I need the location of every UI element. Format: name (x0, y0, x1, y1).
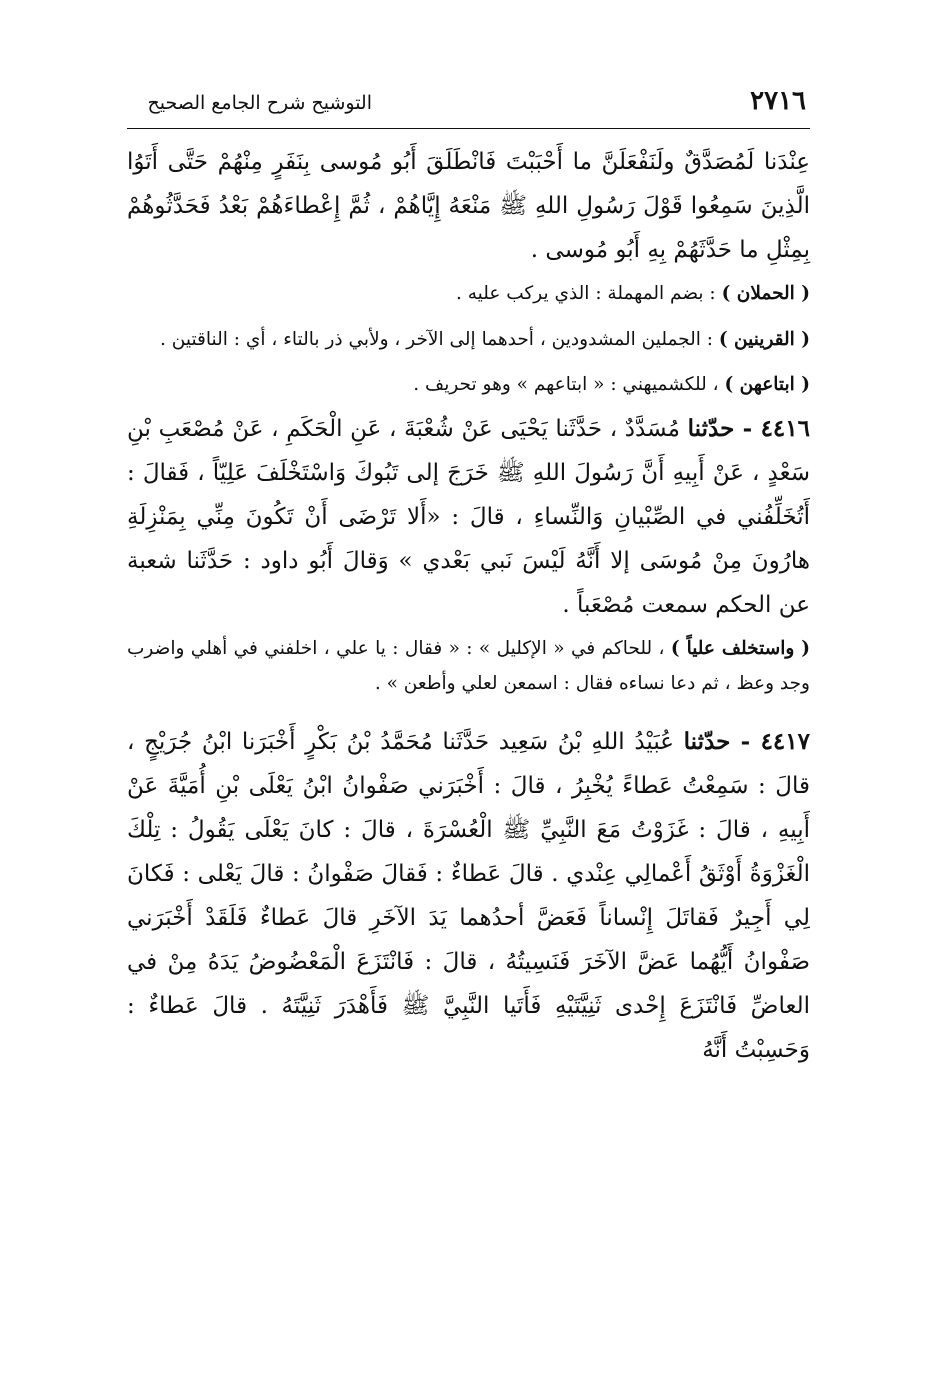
commentary-term: ( واستخلف علياً ) (670, 637, 810, 659)
commentary-paragraph (127, 367, 810, 403)
hadith-text: مُسَدَّدٌ ، حَدَّثَنا يَحْيَى عَنْ شُعْبَةَ ، عَنِ الْحَكَمِ ، عَنْ مُصْعَبِ بْنِ سَعْدٍ ، عَنْ أَبِيهِ أَنَّ رَسُولَ اللهِ ﷺ خَرَجَ إلى تَبُوكَ وَاسْتَخْلَفَ عَلِيّاً ، فَقالَ : أَتُخَلِّفُني في الصِّبْيانِ وَالنِّساءِ ، قالَ : «أَلا تَرْضَى أَنْ تَكُونَ مِنِّي بِمَنْزِلَةِ هارُونَ مِنْ مُوسَى إلا أَنَّهُ لَيْسَ نَبي بَعْدي » وَقالَ أَبُو داود : حَدَّثَنا شعبة عن الحكم سمعت مُصْعَباً . (127, 415, 810, 618)
page-body (127, 140, 810, 1072)
commentary-text: ، للحاكم في « الإكليل » : « فقال : يا علي ، اخلفني في أهلي واضرب وجد وعظ ، ثم دعا نساءه فقال : اسمعن لعلي وأطعن » . (127, 637, 810, 694)
commentary-text: ، للكشميهني : « ابتاعهم » وهو تحريف . (413, 374, 725, 395)
hadith-paragraph (127, 720, 810, 1072)
hadith-text: عُبَيْدُ اللهِ بْنُ سَعِيد حَدَّثَنا مُحَمَّدُ بْنُ بَكْرٍ أَخْبَرَنا ابْنُ جُرَيْجٍ ، قالَ : سَمِعْتُ عَطاءً يُخْبِرُ ، قالَ : أَخْبَرَني صَفْوانُ ابْنُ يَعْلَى بْنِ أُمَيَّةَ عَنْ أَبِيهِ ، قالَ : غَزَوْتُ مَعَ النَّبِيِّ ﷺ الْعُسْرَةَ ، قالَ : كانَ يَعْلَى يَقُولُ : تِلْكَ الْغَزْوَةُ أَوْثَقُ أَعْمالِي عِنْدي . قالَ عَطاءٌ : فَقالَ صَفْوانُ : قالَ يَعْلى : فَكانَ لِي أَجِيرٌ فَقاتَلَ إِنْساناً فَعَضَّ أحدُهما يَدَ الآخَرِ قالَ عَطاءٌ فَلَقَدْ أَخْبَرَني صَفْوانُ أَيُّهُما عَضَّ الآخَرَ فَنَسِيتُهُ ، قالَ : فَانْتَزَعَ الْمَعْضُوضُ يَدَهُ مِنْ في العاضِّ فَانْتَزَعَ إِحْدى ثَنِيَّتَيْهِ فَأَتَيا النَّبِيَّ ﷺ فَأَهْدَرَ ثَنِيَّتَهُ . قالَ عَطاءٌ : وَحَسِبْتُ أَنَّهُ (127, 728, 810, 1063)
commentary-paragraph (127, 276, 810, 312)
matn-paragraph (127, 140, 810, 272)
commentary-text: : الجملين المشدودين ، أحدهما إلى الآخر ، ولأبي ذر بالتاء ، أي : الناقتين . (160, 328, 719, 350)
page-header (127, 86, 810, 129)
commentary-paragraph (127, 631, 810, 702)
running-title: التوشيح شرح الجامع الصحيح (147, 92, 372, 114)
commentary-term: ( القرينين ) (718, 328, 810, 350)
hadith-lead: - حدّثنا (683, 727, 761, 755)
commentary-text: : بضم المهملة : الذي يركب عليه . (455, 283, 722, 304)
hadith-paragraph (127, 407, 810, 627)
matn-text: عِنْدَنا لَمُصَدَّقٌ ولَنَفْعَلَنَّ ما أَحْبَبْتَ فَانْطَلَقَ أَبُو مُوسى بِنَفَرٍ مِنْهُمْ حَتَّى أَتَوُا الَّذِينَ سَمِعُوا قَوْلَ رَسُولِ اللهِ ﷺ مَنْعَهُ إِيَّاهُمْ ، ثُمَّ إِعْطاءَهُمْ بَعْدُ فَحَدَّثُوهُمْ بِمِثْلِ ما حَدَّثَهُمْ بِهِ أَبُو مُوسى . (127, 149, 810, 263)
hadith-number: ٤٤١٧ (760, 727, 810, 755)
hadith-lead: - حدّثنا (687, 414, 761, 442)
commentary-term: ( ابتاعهن ) (724, 374, 810, 395)
page-number: ٢٧١٦ (750, 86, 806, 116)
commentary-paragraph (127, 322, 810, 358)
hadith-number: ٤٤١٦ (760, 414, 810, 442)
commentary-term: ( الحملان ) (721, 283, 810, 304)
